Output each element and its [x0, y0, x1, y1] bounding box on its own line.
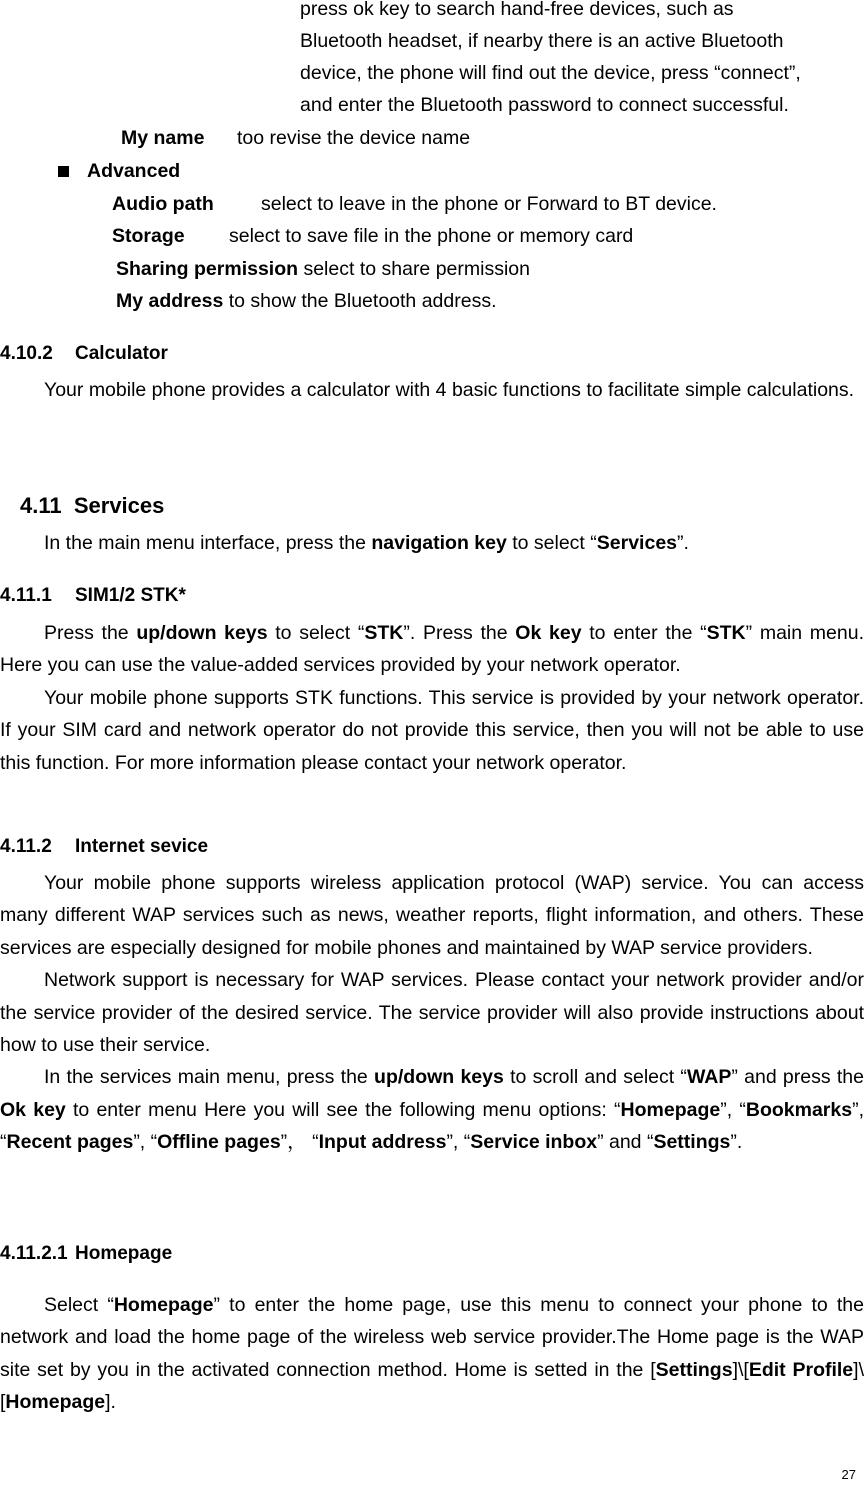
text-line: press ok key to search hand-free devices, such as [300, 0, 734, 20]
homepage-paragraph [0, 1289, 864, 1419]
storage-label: Storage [112, 225, 185, 247]
section-number: 4.11.2.1 [0, 1243, 68, 1264]
advanced-label: Advanced [87, 160, 181, 182]
paragraph: In the services main menu, press the up/down keys to scroll and select “WAP” and press the Ok key to enter menu Here you will see the following menu options: “Homepage”, “Bookmarks”, “Recent pages”, “Offline pages”， “Input address”, “Service inbox” and “Settings”. [0, 1066, 864, 1154]
page-number: 27 [841, 1467, 856, 1482]
sharing-permission-row [116, 253, 530, 285]
text-line: Bluetooth headset, if nearby there is an active Bluetooth [300, 30, 784, 52]
section-number: 4.11 [20, 493, 62, 518]
text-line: and enter the Bluetooth password to connect successful. [300, 94, 789, 116]
internet-paragraphs [0, 867, 864, 1159]
section-title: SIM1/2 STK* [75, 585, 186, 606]
paragraph: Network support is necessary for WAP services. Please contact your network provider and/or the service provider of the desired service. The service provider will also provide instructions about how to use their service. [0, 969, 864, 1057]
audio-path-label: Audio path [112, 193, 214, 215]
section-heading-stk [0, 584, 186, 608]
my-address-row [116, 285, 496, 317]
paragraph: Your mobile phone supports wireless application protocol (WAP) service. You can access many different WAP services such as news, weather reports, flight information, and others. These services are especially designed for mobile phones and maintained by WAP service providers. [0, 872, 864, 959]
services-intro: In the main menu interface, press the navigation key to select “Services”. [44, 532, 689, 554]
sharing-permission-label: Sharing permission [116, 258, 299, 280]
my-name-label: My name [121, 127, 205, 149]
section-heading-calculator [0, 342, 168, 366]
section-heading-internet [0, 835, 208, 859]
section-heading-homepage [0, 1242, 172, 1266]
section-number: 4.11.1 [0, 585, 52, 606]
paragraph: Press the up/down keys to select “STK”. Press the Ok key to enter the “STK” main menu. Here you can use the value-added services provided by your network operator. [0, 622, 864, 677]
section-title: Internet sevice [75, 836, 209, 857]
my-name-desc: too revise the device name [237, 127, 471, 149]
stk-paragraphs [0, 617, 864, 779]
paragraph: Your mobile phone provides a calculator with 4 basic functions to facilitate simple calculations. [44, 379, 855, 401]
paragraph: Your mobile phone supports STK functions. This service is provided by your network operator. If your SIM card and network operator do not provide this service, then you will not be able to use this function. For more information please contact your network operator. [0, 686, 864, 774]
storage-desc: select to save file in the phone or memory card [229, 225, 634, 247]
section-number: 4.10.2 [0, 343, 53, 364]
section-title: Services [73, 493, 165, 518]
section-title: Calculator [75, 343, 168, 364]
sharing-permission-desc: select to share permission [298, 258, 530, 280]
calculator-paragraph [0, 374, 864, 406]
my-address-desc: to show the Bluetooth address. [223, 290, 497, 312]
audio-path-desc: select to leave in the phone or Forward to BT device. [261, 193, 717, 215]
section-heading-services [20, 492, 164, 520]
square-bullet-icon [58, 166, 69, 177]
my-address-label: My address [116, 290, 224, 312]
section-number: 4.11.2 [0, 836, 52, 857]
paragraph: Select “Homepage” to enter the home page, use this menu to connect your phone to the network and load the home page of the wireless web service provider.The Home page is the WAP site set by you in the activated connection method. Home is setted in the [Settings]\[Edit Profile]\[Homepage]. [0, 1294, 864, 1414]
section-title: Homepage [75, 1243, 173, 1264]
text-line: device, the phone will find out the device, press “connect”, [300, 62, 801, 84]
